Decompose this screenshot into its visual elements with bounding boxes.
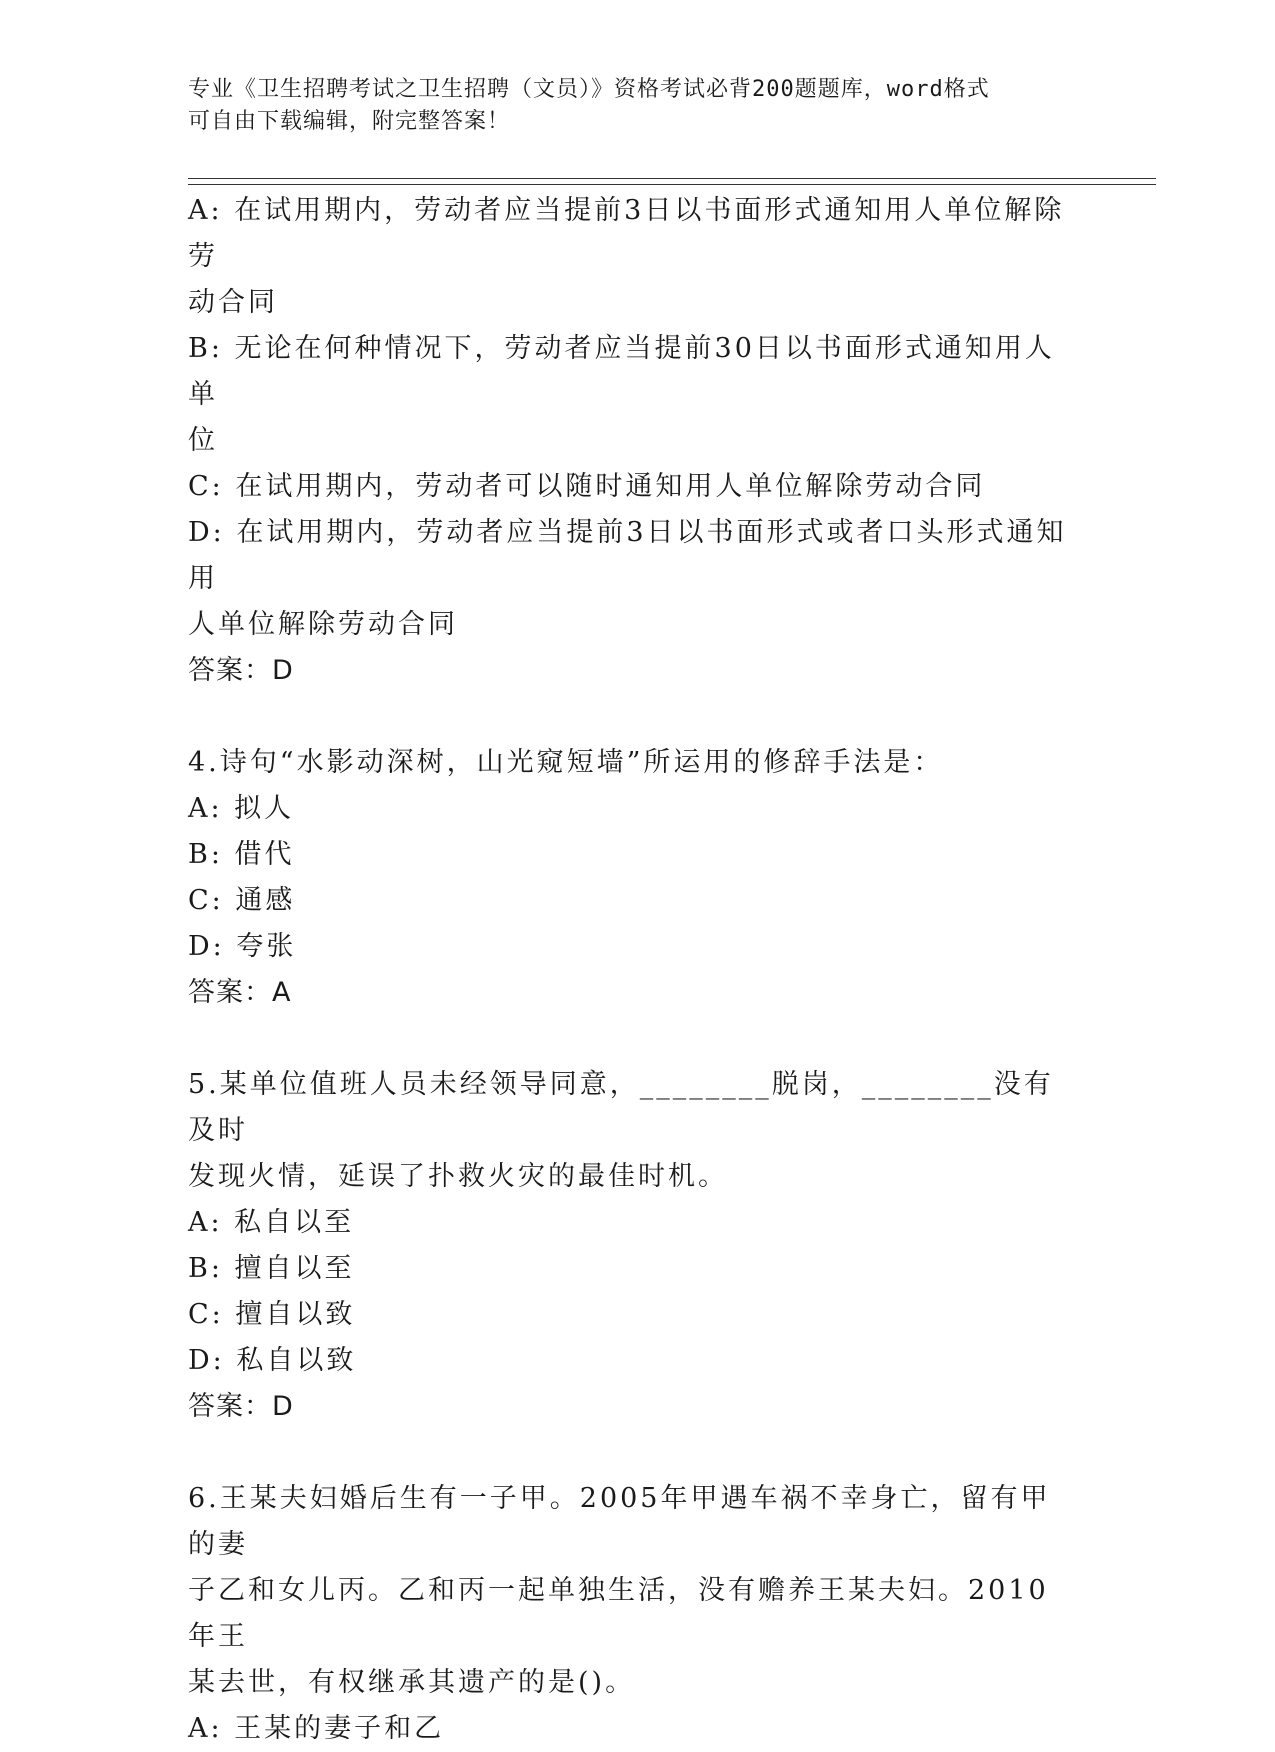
q3-option-a-line-1: A: 在试用期内，劳动者应当提前3日以书面形式通知用人单位解除劳: [188, 195, 1065, 272]
question-4-block: [188, 740, 1078, 1016]
q5-answer: 答案：D: [188, 1391, 294, 1422]
question-3-block: [188, 188, 1078, 694]
q4-option-d: D: 夸张: [188, 931, 297, 962]
q5-question-line-1: 5.某单位值班人员未经领导同意，________脱岗，________没有及时: [188, 1069, 1054, 1146]
q3-option-c: C: 在试用期内，劳动者可以随时通知用人单位解除劳动合同: [188, 471, 986, 502]
q3-answer: 答案：D: [188, 655, 294, 686]
header-line-2: 可自由下载编辑，附完整答案！: [188, 109, 511, 134]
header-line-1: 专业《卫生招聘考试之卫生招聘（文员）》资格考试必背200题题库，word格式: [188, 77, 990, 102]
q3-option-d-line-1: D: 在试用期内，劳动者应当提前3日以书面形式或者口头形式通知用: [188, 517, 1067, 594]
q3-option-d-line-2: 人单位解除劳动合同: [188, 609, 458, 640]
q3-option-b-line-1: B: 无论在何种情况下，劳动者应当提前30日以书面形式通知用人单: [188, 333, 1055, 410]
q5-option-b: B: 擅自以至: [188, 1253, 355, 1284]
q6-question-line-2: 子乙和女儿丙。乙和丙一起单独生活，没有赡养王某夫妇。2010年王: [188, 1575, 1049, 1652]
q6-question-line-1: 6.王某夫妇婚后生有一子甲。2005年甲遇车祸不幸身亡，留有甲的妻: [188, 1483, 1051, 1560]
q4-option-c: C: 通感: [188, 885, 296, 916]
q5-option-c: C: 擅自以致: [188, 1299, 356, 1330]
document-header: [188, 74, 1068, 138]
q5-question-line-2: 发现火情，延误了扑救火灾的最佳时机。: [188, 1161, 728, 1192]
spacer: [188, 1016, 1078, 1062]
q3-option-a-line-2: 动合同: [188, 287, 278, 318]
q4-question: 4.诗句“水影动深树，山光窥短墙”所运用的修辞手法是：: [188, 747, 944, 778]
q4-answer: 答案：A: [188, 977, 292, 1008]
header-rule-bottom: [188, 184, 1156, 185]
q6-question-line-3: 某去世，有权继承其遗产的是()。: [188, 1667, 636, 1698]
q3-option-b-line-2: 位: [188, 425, 218, 456]
question-6-block: [188, 1476, 1078, 1752]
question-5-block: [188, 1062, 1078, 1430]
spacer: [188, 1430, 1078, 1476]
document-body: [188, 188, 1078, 1752]
q4-option-b: B: 借代: [188, 839, 295, 870]
q5-option-d: D: 私自以致: [188, 1345, 357, 1376]
spacer: [188, 694, 1078, 740]
q4-option-a: A: 拟人: [188, 793, 295, 824]
q5-option-a: A: 私自以至: [188, 1207, 355, 1238]
header-rule-top: [188, 178, 1156, 179]
q6-option-a: A: 王某的妻子和乙: [188, 1713, 445, 1744]
